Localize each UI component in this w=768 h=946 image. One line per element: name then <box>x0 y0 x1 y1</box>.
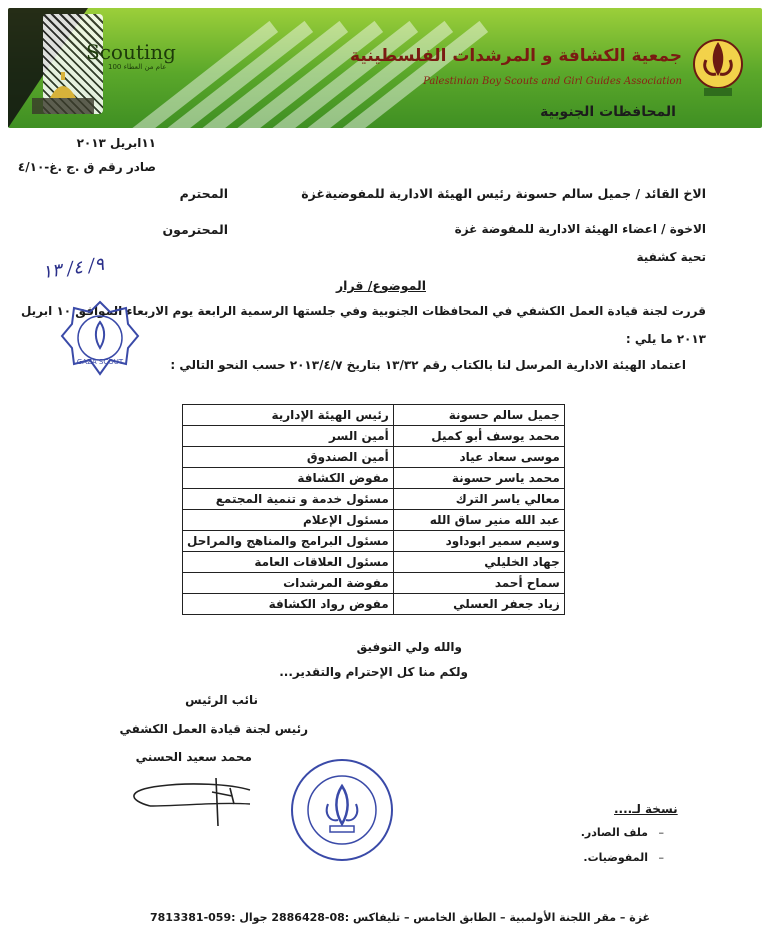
association-title-ar: جمعية الكشافة و المرشدات الفلسطينية <box>350 46 682 66</box>
table-row <box>183 552 565 573</box>
member-role: أمين الصندوق <box>183 447 394 468</box>
honorific-1: المحترم <box>179 186 228 201</box>
reference-number: صادر رقم ق .ج .غ-٤/١٠ <box>17 160 156 174</box>
member-name: سماح أحمد <box>393 573 564 594</box>
addressee-line-1: الاخ القائد / جميل سالم حسونة رئيس الهيئة الادارية للمفوضيةغزة <box>301 186 706 201</box>
scouting-wordmark: Scouting <box>86 40 176 64</box>
members-table <box>182 404 565 615</box>
table-row <box>183 447 565 468</box>
signer-title: نائب الرئيس <box>185 693 258 707</box>
member-role: مسئول خدمة و تنمية المجتمع <box>183 489 394 510</box>
handwritten-date-note: ٩/ ٤/ ١٣ <box>40 253 106 284</box>
scout-fleur-de-lis-icon <box>690 32 746 102</box>
table-row <box>183 573 565 594</box>
table-row <box>183 405 565 426</box>
copy-recipient-1: – ملف الصادر. <box>580 826 664 839</box>
honorific-2: المحترمون <box>162 222 228 237</box>
member-name: معالي ياسر الترك <box>393 489 564 510</box>
addressee-line-2: الاخوة / اعضاء الهيئة الادارية للمفوضة غزة <box>454 222 706 236</box>
member-name: موسى سعاد عياد <box>393 447 564 468</box>
member-role: مسئول الإعلام <box>183 510 394 531</box>
member-role: مفوض رواد الكشافة <box>183 594 394 615</box>
member-role: رئيس الهيئة الإدارية <box>183 405 394 426</box>
closing-line-1: والله ولي التوفيق <box>356 640 462 654</box>
association-seal-icon <box>288 756 396 864</box>
member-role: مسئول العلاقات العامة <box>183 552 394 573</box>
body-paragraph-2: ٢٠١٣ ما يلي : <box>625 332 706 346</box>
header-banner <box>8 8 762 128</box>
copies-label: نسخة لـ.... <box>614 802 678 816</box>
member-name: جهاد الخليلي <box>393 552 564 573</box>
scouting-tagline: 100 عام من العطاء <box>108 63 167 71</box>
association-title-en: Palestinian Boy Scouts and Girl Guides Association <box>423 76 682 87</box>
member-role: أمين السر <box>183 426 394 447</box>
body-paragraph-3: اعتماد الهيئة الادارية المرسل لنا بالكتاب رقم ١٣/٣٢ بتاريخ ٢٠١٣/٤/٧ حسب النحو التالي : <box>170 358 686 372</box>
member-name: محمد ياسر حسونة <box>393 468 564 489</box>
scout-stamp-icon <box>60 298 140 378</box>
closing-line-2: ولكم منا كل الإحترام والتقدير... <box>279 665 468 679</box>
table-row <box>183 510 565 531</box>
subject-line: الموضوع/ قرار <box>335 278 426 293</box>
copy-recipient-1-text: ملف الصادر. <box>580 826 648 839</box>
table-row <box>183 594 565 615</box>
body-paragraph-1: قررت لجنة قيادة العمل الكشفي في المحافظات الجنوبية وفي جلستها الرسمية الرابعة يوم الاربعاء الموافق ١٠ ابريل <box>20 304 706 318</box>
table-row <box>183 489 565 510</box>
handwritten-signature <box>120 770 270 830</box>
greeting: تحية كشفية <box>636 250 706 264</box>
signer-name: محمد سعيد الحسني <box>135 750 252 764</box>
member-name: محمد يوسف أبو كميل <box>393 426 564 447</box>
table-row <box>183 468 565 489</box>
stamp-text: GAZA SCOUT <box>76 358 124 366</box>
member-role: مفوضة المرشدات <box>183 573 394 594</box>
copy-recipient-2: – المفوضيات. <box>583 851 664 864</box>
jerusalem-dome-icon <box>28 68 98 118</box>
member-name: جميل سالم حسونة <box>393 405 564 426</box>
table-row <box>183 531 565 552</box>
member-name: وسيم سمير ابوداود <box>393 531 564 552</box>
member-role: مسئول البرامج والمناهج والمراحل <box>183 531 394 552</box>
footer-contact: غزة – مقر اللجنة الأولمبية – الطابق الخامس – تليفاكس :08-2886428 جوال :059-7813381 <box>150 911 651 924</box>
table-row <box>183 426 565 447</box>
letter-date: ١١ابريل ٢٠١٣ <box>76 136 156 150</box>
member-role: مفوض الكشافة <box>183 468 394 489</box>
member-name: زياد جعفر العسلي <box>393 594 564 615</box>
copy-recipient-2-text: المفوضيات. <box>583 851 648 864</box>
signer-committee: رئيس لجنة قيادة العمل الكشفي <box>119 722 308 736</box>
region-label: المحافظات الجنوبية <box>540 104 676 120</box>
member-name: عبد الله منير ساق الله <box>393 510 564 531</box>
